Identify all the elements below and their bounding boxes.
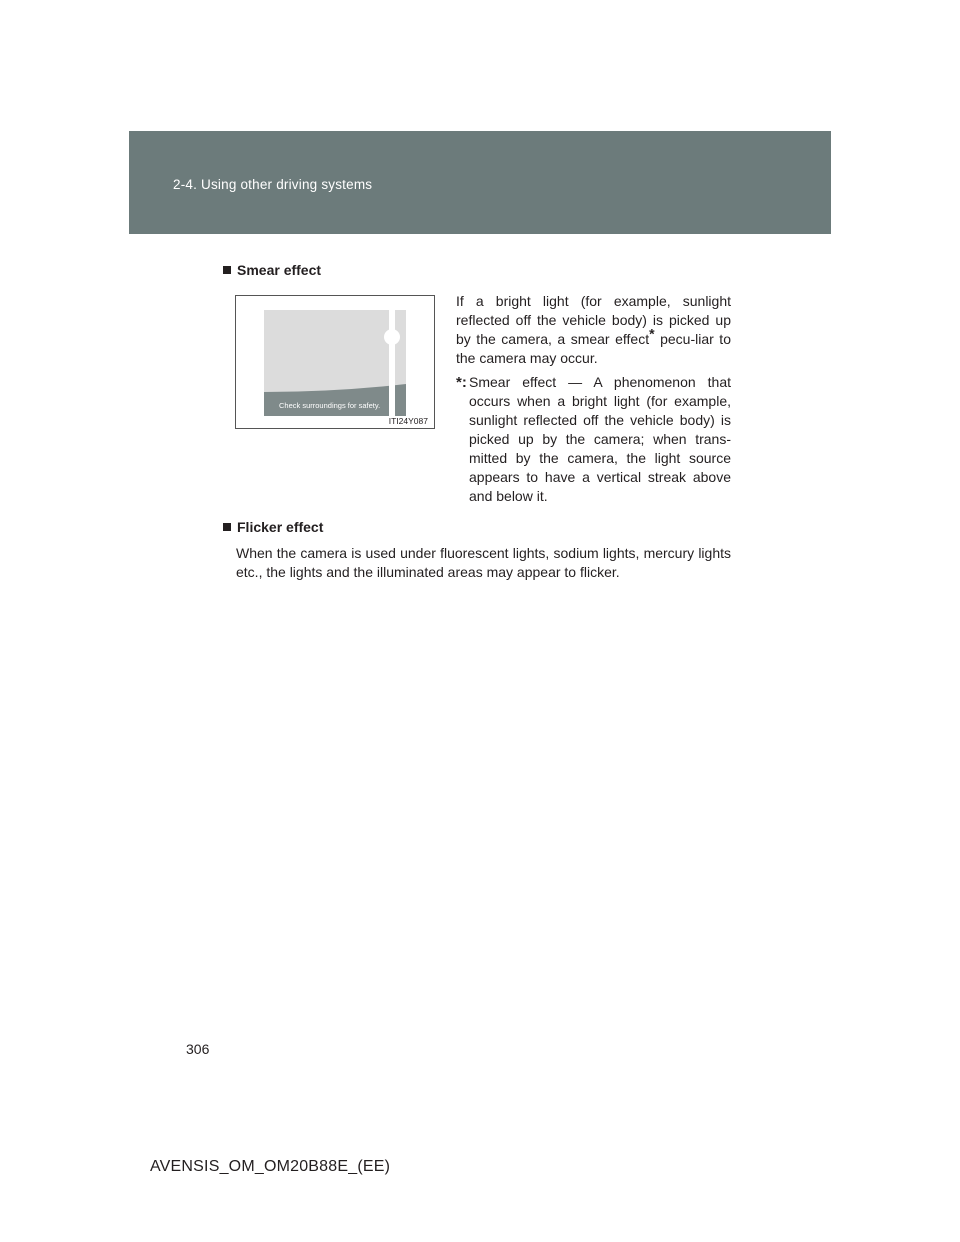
footnote-text: Smear effect — A phenomenon that occurs when a bright light (for example, sunlight reflected off the vehicle body) is picked up by the camera; when trans-mitted by the camera, the light source appears to have a vertical streak above and below it. [469,374,731,504]
smear-body [456,292,731,368]
smear-body-text: If a bright light (for example, sunlight reflected off the vehicle body) is picked up by the camera, a smear effect [456,293,731,347]
figure-caption: Check surroundings for safety. [279,401,381,410]
smear-figure [235,295,435,429]
square-bullet-icon [223,266,231,274]
smear-heading [223,262,321,278]
flicker-heading-text: Flicker effect [237,519,324,535]
section-title: 2-4. Using other driving systems [173,177,373,192]
flicker-heading [223,519,323,535]
figure-id: ITI24Y087 [388,416,428,426]
smear-streak [389,310,395,416]
smear-body-text-cont: pecu-liar to the camera may occur. [456,331,731,366]
footnote-mark: *: [456,374,467,391]
smear-footnote [456,373,731,506]
asterisk-mark: * [649,325,655,342]
header-band [129,131,831,234]
document-code: AVENSIS_OM_OM20B88E_(EE) [150,1158,391,1175]
bright-light-icon [384,329,400,345]
flicker-body: When the camera is used under fluorescent lights, sodium lights, mercury lights etc., the lights and the illuminated areas may appear to flicker. [236,545,731,580]
page-number: 306 [186,1041,210,1057]
smear-heading-text: Smear effect [237,262,322,278]
square-bullet-icon [223,523,231,531]
